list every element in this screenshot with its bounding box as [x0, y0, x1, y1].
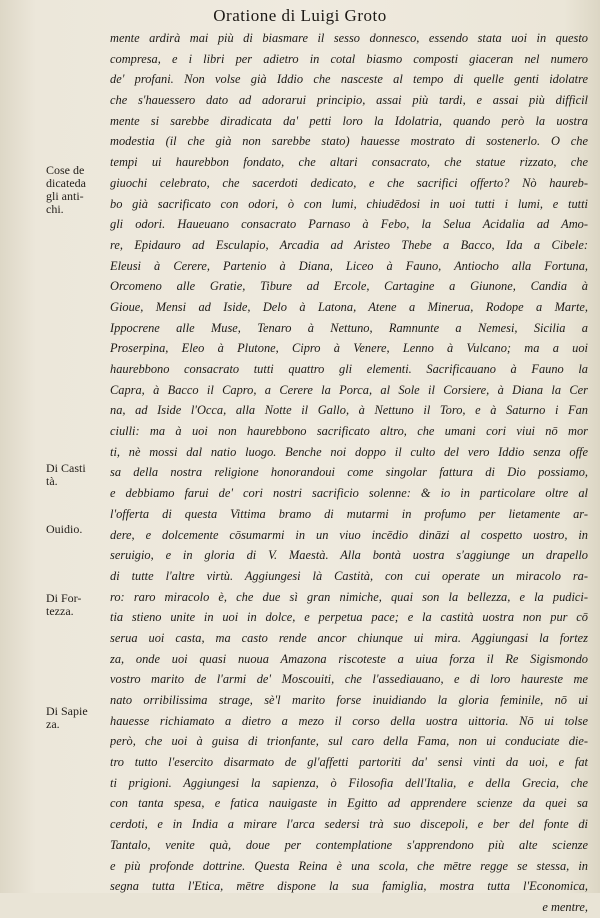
- text-line: ro: raro miracolo è, che due sì gran nimiche, quai son la bellezza, e la pudici-: [110, 589, 588, 604]
- text-line: Capra, à Bacco il Capro, a Cerere la Porca, al Sole il Corsiere, à Diana la Cer: [110, 382, 588, 397]
- margin-note-line: tezza.: [46, 604, 74, 618]
- text-line: seruigio, e in gloria di V. Maestà. Alla bontà uostra s'aggiunge un drapello: [110, 548, 588, 563]
- text-line: re, Epidauro ad Esculapio, Arcadia ad Aristeo Thebe a Bacco, Ida a Cibele:: [110, 237, 588, 252]
- margin-note-castita: [46, 462, 108, 488]
- text-line: ti, nè mossi dal natio luogo. Benche noi doppo il culto del vero Iddio senza offe: [110, 444, 588, 459]
- text-line: compresa, e i libri per adietro in cotal biasmo composti giaceran nel numero: [110, 51, 588, 66]
- text-line: e mentre,: [542, 899, 588, 914]
- text-line: Orcomeno alle Gratie, Tibure ad Ercole, Cartagine a Giunone, Candia à: [110, 279, 588, 294]
- text-line: bo già sacrificato con odori, ò con lumi, chiudēdosi in uoi tutti i lumi, e tutti: [110, 196, 588, 211]
- margin-note-cose-dedicate: [46, 164, 108, 216]
- text-line: tro tutto l'esercito disarmato de gl'affetti partoriti da' sensi vinti da uoi, e fat: [110, 755, 588, 770]
- text-line: mente si sarebbe diradicata da' petti loro la Idolatria, quando però la uostra: [110, 113, 588, 128]
- text-line: Gioue, Mensi ad Iside, Delo à Latona, Atene a Minerua, Rodope a Marte,: [110, 299, 588, 314]
- body-text: [110, 28, 588, 918]
- text-line: giuochi celebrato, che sacerdoti dedicato, e che sacrifici offerto? Nò haureb-: [110, 175, 588, 190]
- text-line: Ippocrene alle Muse, Tenaro à Nettuno, Ramnunte a Nemesi, Sicilia a: [110, 320, 588, 335]
- text-line: za, onde uoi quasi nuoua Amazona riscoteste a uiua forza il Re Sigismondo: [110, 651, 588, 666]
- margin-note-line: chi.: [46, 202, 64, 216]
- text-line: cerdoti, e in India a mirare l'arca sedersi trà suo discepoli, e ber del fonte di: [110, 817, 588, 832]
- margin-note-line: Di Casti: [46, 461, 86, 475]
- text-line: dere, e dolcemente cōsumarmi in un viuo incēdio dināzi al cospetto uostro, in: [110, 527, 588, 542]
- text-line: Eleusi à Cerere, Partenio à Diana, Liceo à Fauno, Antiocho alla Fortuna,: [110, 258, 588, 273]
- text-line: che s'hauessero dato ad adorarui principio, assai più tardi, e assai più difficil: [110, 93, 588, 108]
- text-line: modestia (il che già non sarebbe stato) hauesse mostrato di sostenerlo. O che: [110, 134, 588, 149]
- text-line: ti prigioni. Aggiungesi la sapienza, ò Filosofia dell'Italia, e della Grecia, che: [110, 775, 588, 790]
- text-line: vostro marito de l'armi de' Moscouiti, che l'assediauano, e di loro haureste me: [110, 672, 588, 687]
- text-line: di tutte l'altre virtù. Aggiungesi là Castità, con cui operate un miracolo ra-: [110, 568, 588, 583]
- margin-note-line: dicateda: [46, 176, 86, 190]
- text-line: e debbiamo farui de' cori nostri sacrificio solenne: & io in particolare oltre al: [110, 486, 588, 501]
- text-line: na, ad Iside l'Occa, alla Notte il Gallo, à Nettuno il Toro, e à Saturno i Fan: [110, 403, 588, 418]
- text-line: Proserpina, Eleo à Plutone, Cipro à Venere, Lenno à Vulcano; ma a uoi: [110, 341, 588, 356]
- margin-note-fortezza: [46, 592, 108, 618]
- text-line: tempi ui haurebbon fondato, che altari consacrato, che statue rizzato, che: [110, 155, 588, 170]
- text-line: Tantalo, venite quà, doue per contemplatione s'apprendono più alte scienze: [110, 837, 588, 852]
- text-line: segna tutta l'Etica, mētre dispone la sua famiglia, mostra tutta l'Economica,: [110, 879, 588, 894]
- margin-note-line: Di For-: [46, 591, 82, 605]
- text-line: e più profonde dottrine. Questa Reina è una scola, che mētre regge se stessa, in: [110, 858, 588, 873]
- text-line: con tanta spesa, e fatica nauigaste in Egitto ad apprendere scienze da quei sa: [110, 796, 588, 811]
- margin-note-line: tà.: [46, 474, 58, 488]
- margin-note-line: za.: [46, 717, 60, 731]
- margin-note-ouidio: [46, 523, 108, 536]
- text-line: nato orribilissima strage, sè'l marito forse inuidiando la gloria feminile, nō ui: [110, 693, 588, 707]
- margin-note-line: Di Sapie: [46, 704, 88, 718]
- text-line: hauesse richiamato a dietro a mezo il corso della uostra uittoria. Nō ui tolse: [110, 713, 588, 728]
- text-line: l'offerta di questa Vittima bramo di mutarmi in profumo per lietamente ar-: [110, 506, 588, 521]
- text-line: sa della nostra religione honorandoui come singolar fattura di Dio possiamo,: [110, 465, 588, 480]
- text-line: de' profani. Non volse già Iddio che nasceste al tempo di quelle genti idolatre: [110, 72, 588, 87]
- running-header: Oratione di Luigi Groto: [213, 6, 387, 25]
- text-line: ciulli: ma à uoi non haurebbono sacrificato altro, che umani cori viui nō mor: [110, 424, 588, 439]
- margin-note-line: Cose de: [46, 163, 85, 177]
- margin-note-line: Ouidio.: [46, 522, 83, 536]
- margin-note-line: gli anti-: [46, 189, 84, 203]
- text-line: haurebbono consacrato tutti quattro gli elementi. Sacrificauano à Fauno la: [110, 362, 588, 376]
- text-line: mente ardirà mai più di biasmare il sesso donnesco, essendo stata uoi in questo: [110, 31, 588, 45]
- text-line: gli odori. Haueuano consacrato Parnaso à Febo, la Selua Acidalia ad Amo-: [110, 217, 588, 232]
- text-line: però, che uoi à guisa di trionfante, sul caro della Fama, non ui conduciate die-: [110, 734, 588, 749]
- text-line: serua uoi casta, ma casto rende ancor chiunque ui mira. Aggiungasi la fortez: [110, 630, 588, 645]
- text-line: tia stieno unite in uoi in dolce, e perpetua pace; e la castità uostra non pur cō: [110, 610, 588, 625]
- margin-note-sapienza: [46, 705, 108, 731]
